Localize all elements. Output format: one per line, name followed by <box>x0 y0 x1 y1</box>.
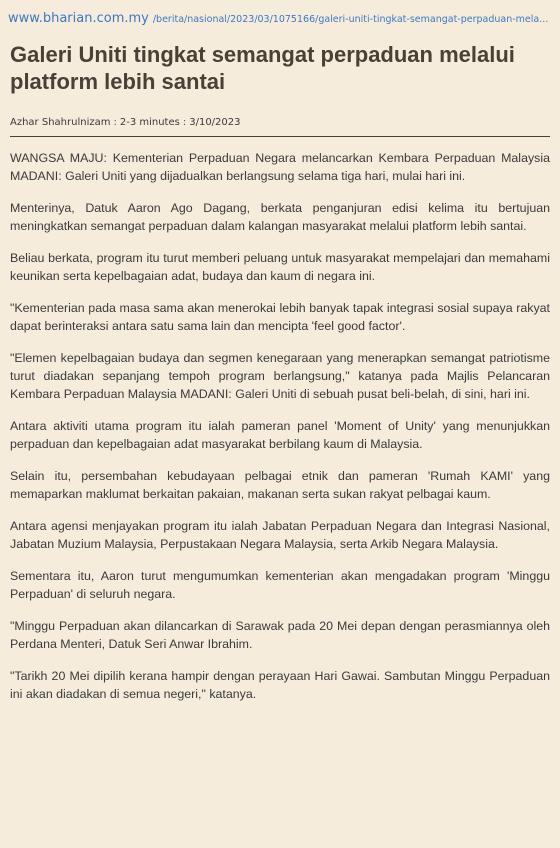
url-path-link[interactable]: /berita/nasional/2023/03/1075166/galeri-uniti-tingkat-semangat-perpaduan-mela... <box>152 14 549 25</box>
byline <box>10 117 550 128</box>
paragraph: Menterinya, Datuk Aaron Ago Dagang, berkata penganjuran edisi kelima itu bertujuan meningkatkan semangat perpaduan dalam kalangan masyarakat melalui platform lebih santai. <box>10 201 550 233</box>
paragraph: Antara aktiviti utama program itu ialah pameran panel 'Moment of Unity' yang menunjukkan perpaduan dan kepelbagaian adat masyarakat berbilang kaum di Malaysia. <box>10 419 550 451</box>
paragraph: Sementara itu, Aaron turut mengumumkan kementerian akan mengadakan program 'Minggu Perpaduan' di seluruh negara. <box>10 569 550 601</box>
divider <box>10 136 550 137</box>
byline-separator: : <box>113 117 117 128</box>
author-name: Azhar Shahrulnizam <box>10 117 111 128</box>
url-domain-link[interactable]: www.bharian.com.my <box>8 11 149 26</box>
paragraph: "Tarikh 20 Mei dipilih kerana hampir dengan perayaan Hari Gawai. Sambutan Minggu Perpaduan ini akan diadakan di semua negeri," katanya. <box>10 669 550 701</box>
article-title: Galeri Uniti tingkat semangat perpaduan melalui platform lebih santai <box>10 42 515 94</box>
read-time: 2-3 minutes <box>119 117 180 128</box>
article-body <box>10 149 550 703</box>
publish-date: 3/10/2023 <box>189 117 241 128</box>
paragraph: Selain itu, persembahan kebudayaan pelbagai etnik dan pameran 'Rumah KAMI' yang memaparkan maklumat berkaitan pakaian, makanan serta sukan rakyat pelbagai kaum. <box>10 469 550 501</box>
paragraph: "Kementerian pada masa sama akan menerokai lebih banyak tapak integrasi sosial supaya rakyat dapat berinteraksi antara satu sama lain dan mencipta 'feel good factor'. <box>10 301 550 333</box>
paragraph: "Minggu Perpaduan akan dilancarkan di Sarawak pada 20 Mei depan dengan perasmiannya oleh Perdana Menteri, Datuk Seri Anwar Ibrahim. <box>10 619 550 651</box>
paragraph: WANGSA MAJU: Kementerian Perpaduan Negara melancarkan Kembara Perpaduan Malaysia MADANI: Galeri Uniti yang dijadualkan berlangsung selama tiga hari, mulai hari ini. <box>10 151 550 183</box>
source-url[interactable] <box>0 0 560 27</box>
paragraph: "Elemen kepelbagaian budaya dan segmen kenegaraan yang menerapkan semangat patriotisme turut diadakan sepanjang tempoh program berlangsung," katanya pada Majlis Pelancaran Kembara Perpaduan Malaysia MADANI: Galeri Uniti di sebuah pusat beli-belah, di sini, hari ini. <box>10 351 550 401</box>
byline-separator: : <box>182 117 187 128</box>
paragraph: Antara agensi menjayakan program itu ialah Jabatan Perpaduan Negara dan Integrasi Nasional, Jabatan Muzium Malaysia, Perpustakaan Negara Malaysia, serta Arkib Negara Malaysia. <box>10 519 550 551</box>
paragraph: Beliau berkata, program itu turut memberi peluang untuk masyarakat mempelajari dan memahami keunikan serta kepelbagaian adat, budaya dan kaum di negara ini. <box>10 251 550 283</box>
